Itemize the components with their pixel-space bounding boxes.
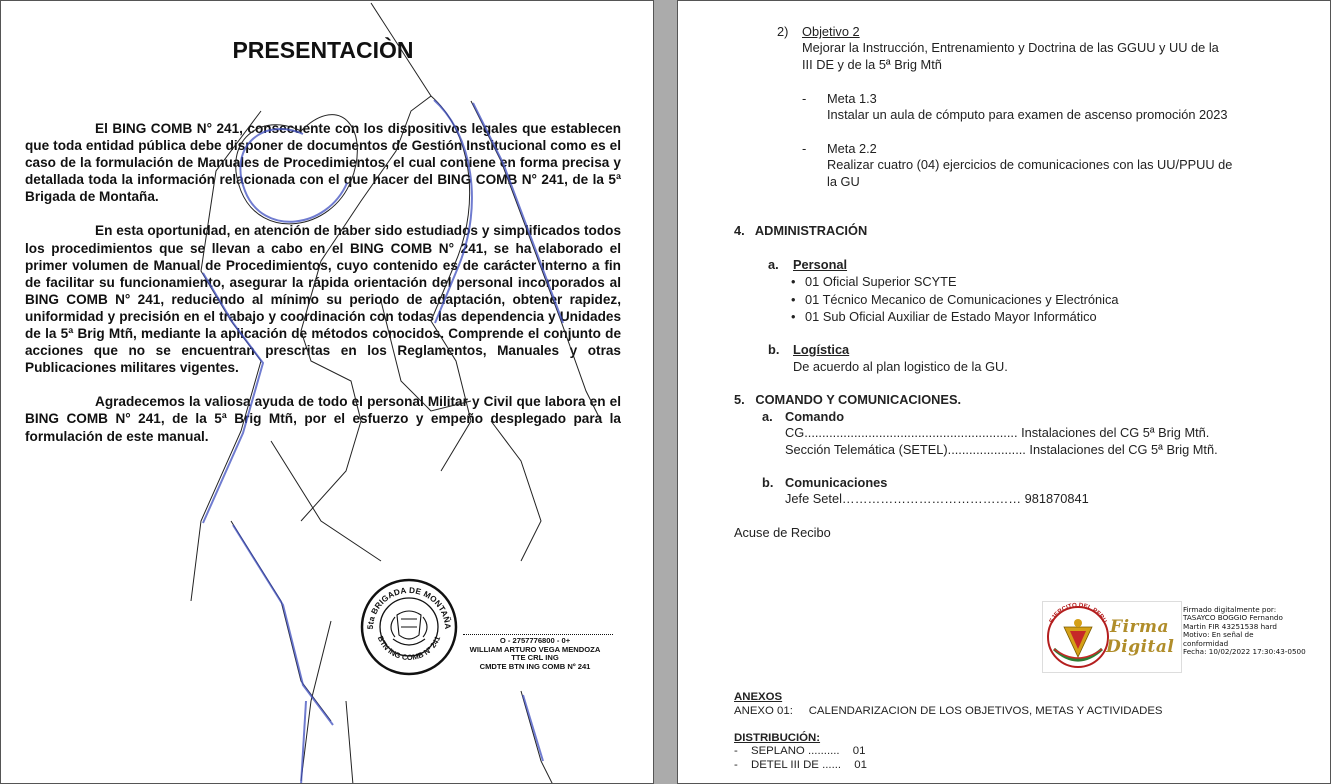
row-label: CG [785,425,805,440]
row-label: Sección Telemática (SETEL) [785,442,948,457]
firma-word: Firma [1110,617,1169,637]
meta-title: Meta 2.2 [827,141,877,156]
military-seal [359,577,459,677]
comando-row [785,442,1218,459]
distribucion-item: - SEPLANO .......... 01 [734,745,866,757]
row-dots: ............................................................ [804,425,1018,440]
subsection-title-personal: Personal [793,257,848,272]
objetivo-title: Objetivo 2 [802,24,860,39]
svg-text:EJERCITO DEL PERU: EJERCITO DEL PERU [1048,601,1108,625]
subsection-letter: a. [762,409,773,424]
document-page-plan [677,0,1331,784]
distribucion-item: - DETEL III DE ...... 01 [734,759,867,771]
personal-list-item: • 01 Técnico Mecanico de Comunicaciones y Electrónica [791,292,1119,307]
distribucion-heading: DISTRIBUCIÓN: [734,732,821,744]
anexo-item: ANEXO 01: CALENDARIZACION DE LOS OBJETIVOS, METAS Y ACTIVIDADES [734,705,1163,717]
signature-name: WILLIAM ARTURO VEGA MENDOZA [469,644,601,654]
comando-row [785,425,1209,442]
signature-position: CMDTE BTN ING COMB Nº 241 [479,661,591,671]
meta-dash: - [802,91,807,106]
meta-text: Realizar cuatro (04) ejercicios de comunicaciones con las UU/PPUU de [827,157,1233,172]
section-heading-administracion: 4. ADMINISTRACIÓN [734,223,868,238]
objetivo-number: 2) [777,24,789,39]
document-page-presentacion [0,0,654,784]
meta-dash: - [802,141,807,156]
paragraph-2: En esta oportunidad, en atención de haber sido estudiados y simplificados todos los procedimientos que se llevan a cabo en el BING COMB N° 241, se ha elaborado el primer volumen de Manual de Procedimientos, cuyo contenido es de carácter interno a fin de facilitar su funcionamiento, asegurar la rápida orientación del personal incorporados al BING COMB N° 241, reduciendo al mínimo su periodo de adaptación, obtener rapidez, uniformidad y precisión en el trabajo y coordinación con todas las dependencia y Unidades de la 5ª Brig Mtñ, mediante la aplicación de métodos conocidos. Comprende el conjunto de acciones que no se encuentran prescritas en los Reglamentos, Manuales y otras Publicaciones militares vigentes. [25,223,621,376]
meta-text: Instalar un aula de cómputo para examen de ascenso promoción 2023 [827,107,1228,122]
meta-title: Meta 1.3 [827,91,877,106]
signature-rank: TTE CRL ING [511,653,559,663]
svg-text:5ta BRIGADA DE MONTAÑA: 5ta BRIGADA DE MONTAÑA [365,585,453,630]
signature-line [463,634,613,635]
subsection-title-comando: Comando [785,409,845,424]
subsection-letter: a. [768,257,779,272]
presentation-body [25,120,621,462]
subsection-title-logistica: Logística [793,342,850,357]
row-label: Jefe Setel [785,491,842,506]
objetivo-text-line1: Mejorar la Instrucción, Entrenamiento y Doctrina de las GGUU y UU de la [802,40,1219,55]
page-title: PRESENTACIÒN [232,37,414,63]
meta-text-continued: la GU [827,174,860,189]
subsection-letter: b. [762,475,774,490]
row-dots: …………………………………… [841,491,1022,506]
row-value: Instalaciones del CG 5ª Brig Mtñ. [1029,442,1218,457]
objetivo-text-line2: III DE y de la 5ª Brig Mtñ [802,57,942,72]
digital-word: Digital [1106,637,1175,657]
firma-digital-logo [1106,617,1175,657]
acuse-de-recibo: Acuse de Recibo [734,525,831,540]
paragraph-1: El BING COMB N° 241, consecuente con los dispositivos legales que establecen que toda entidad pública debe disponer de documentos de Gestión Institucional como es el caso de la formulación de Manuales de Procedimientos, el cual contiene en forma precisa y detallada toda la información relacionada con el que hacer del BING COMB N° 241, de la 5ª Brigada de Montaña. [25,121,621,205]
subsection-letter: b. [768,342,780,357]
personal-list-item: • 01 Sub Oficial Auxiliar de Estado Mayor Informático [791,309,1097,324]
row-dots: ...................... [947,442,1026,457]
section-heading-comando: 5. COMANDO Y COMUNICACIONES. [734,392,962,407]
personal-list-item: • 01 Oficial Superior SCYTE [791,274,957,289]
logistica-text: De acuerdo al plan logistico de la GU. [793,359,1008,374]
bullet-icon: • [791,274,796,289]
row-value: 981870841 [1024,491,1089,506]
signature-block [457,634,613,671]
anexos-heading: ANEXOS [734,691,783,703]
paragraph-3: Agradecemos la valiosa ayuda de todo el personal Militar y Civil que labora en el BING COMB N° 241, de la 5ª Brig Mtñ, por el esfuerzo y empeño desplegado para la formulación de este manual. [25,394,621,444]
signature-id: O - 2757776800 - 0+ [499,636,571,645]
bullet-icon: • [791,309,796,324]
subsection-title-comunicaciones: Comunicaciones [785,475,888,490]
svg-text:BTN ING COMB Nº 241: BTN ING COMB Nº 241 [375,634,443,663]
jefe-setel-row [785,491,1089,508]
digital-signature-info: Firmado digitalmente por: TASAYCO BOGGIO Fernando Martin FIR 43251538 hard Motivo: En señal de conformidad Fecha: 10/02/2022 17:30:43-0500 [1183,605,1306,657]
row-value: Instalaciones del CG 5ª Brig Mtñ. [1021,425,1210,440]
bullet-icon: • [791,292,796,307]
